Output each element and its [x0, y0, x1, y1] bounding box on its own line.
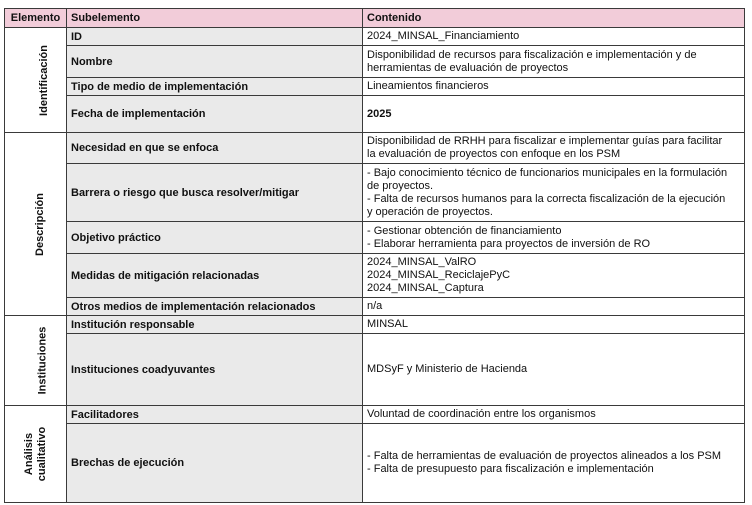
table-row [5, 254, 745, 298]
table-row [5, 96, 745, 133]
content-cell: Voluntad de coordinación entre los organismos [363, 406, 745, 424]
content-cell: - Bajo conocimiento técnico de funcionarios municipales en la formulación de proyectos. - Falta de recursos humanos para la correcta fiscalización de la ejecución y operación de proyectos. [363, 164, 745, 222]
table-row [5, 164, 745, 222]
content-cell: Disponibilidad de RRHH para fiscalizar e implementar guías para facilitar la evaluación de proyectos con enfoque en los PSM [363, 133, 745, 164]
table-row [5, 424, 745, 503]
header-subelemento: Subelemento [67, 9, 363, 28]
section-label-text: Descripción [33, 192, 46, 256]
subelement-cell: Otros medios de implementación relacionados [67, 298, 363, 316]
section-label-text: Instituciones [36, 326, 49, 395]
subelement-cell: Medidas de mitigación relacionadas [67, 254, 363, 298]
table-row [5, 133, 745, 164]
subelement-cell: Barrera o riesgo que busca resolver/mitigar [67, 164, 363, 222]
subelement-cell: ID [67, 28, 363, 46]
table-row [5, 334, 745, 406]
header-elemento: Elemento [5, 9, 67, 28]
subelement-cell: Facilitadores [67, 406, 363, 424]
subelement-cell: Instituciones coadyuvantes [67, 334, 363, 406]
section-label-identificacion [5, 28, 67, 133]
subelement-cell: Brechas de ejecución [67, 424, 363, 503]
section-label-text: Identificación [37, 44, 50, 116]
subelement-cell: Necesidad en que se enfoca [67, 133, 363, 164]
subelement-cell: Institución responsable [67, 316, 363, 334]
header-contenido: Contenido [363, 9, 745, 28]
section-label-analisis-cualitativo [5, 406, 67, 503]
content-cell: Disponibilidad de recursos para fiscalización e implementación y de herramientas de evaluación de proyectos [363, 46, 745, 78]
content-cell: MDSyF y Ministerio de Hacienda [363, 334, 745, 406]
table-row [5, 406, 745, 424]
implementation-measure-table [4, 8, 745, 503]
content-cell: Lineamientos financieros [363, 78, 745, 96]
section-label-text: Análisis cualitativo [23, 426, 49, 482]
content-cell: 2025 [363, 96, 745, 133]
subelement-cell: Nombre [67, 46, 363, 78]
table-row [5, 78, 745, 96]
subelement-cell: Fecha de implementación [67, 96, 363, 133]
subelement-cell: Tipo de medio de implementación [67, 78, 363, 96]
content-cell: - Falta de herramientas de evaluación de proyectos alineados a los PSM - Falta de presupuesto para fiscalización e implementación [363, 424, 745, 503]
subelement-cell: Objetivo práctico [67, 222, 363, 254]
content-cell: - Gestionar obtención de financiamiento - Elaborar herramienta para proyectos de inversión de RO [363, 222, 745, 254]
table-row [5, 28, 745, 46]
table-row [5, 222, 745, 254]
table-header-row [5, 9, 745, 28]
section-label-instituciones [5, 316, 67, 406]
table-row [5, 316, 745, 334]
table-row [5, 46, 745, 78]
section-label-descripcion [5, 133, 67, 316]
table-row [5, 298, 745, 316]
content-cell: 2024_MINSAL_Financiamiento [363, 28, 745, 46]
content-cell: 2024_MINSAL_ValRO 2024_MINSAL_ReciclajePyC 2024_MINSAL_Captura [363, 254, 745, 298]
content-cell: MINSAL [363, 316, 745, 334]
content-cell: n/a [363, 298, 745, 316]
